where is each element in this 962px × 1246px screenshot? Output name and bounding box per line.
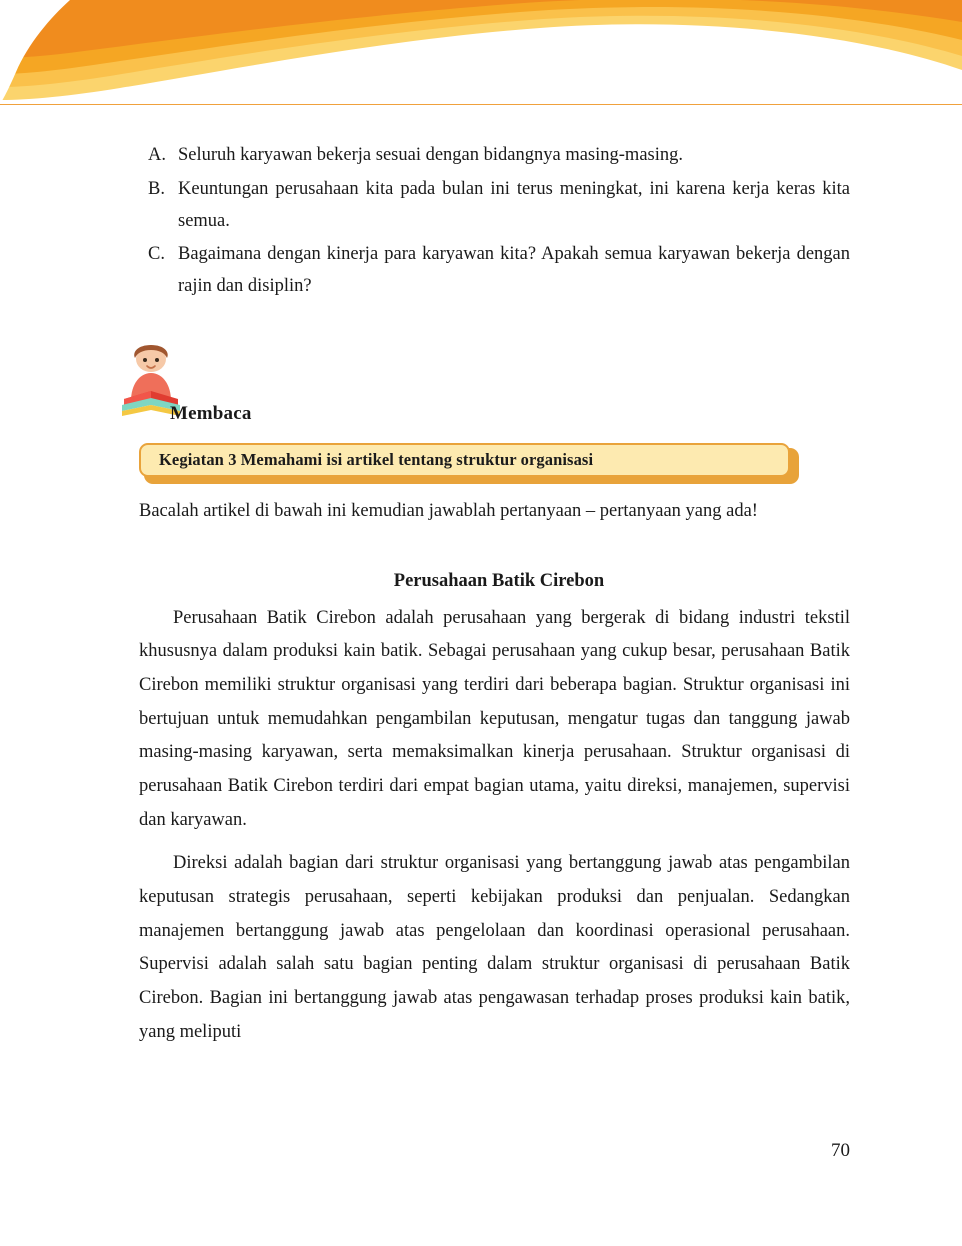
article-title: Perusahaan Batik Cirebon (393, 570, 605, 591)
activity-banner-box (139, 443, 790, 477)
list-item (148, 174, 850, 238)
choice-letter: B. (148, 178, 165, 199)
header-wave-svg (0, 0, 962, 112)
choice-letter: A. (148, 145, 166, 165)
content-column (139, 140, 850, 1049)
choice-text: Seluruh karyawan bekerja sesuai dengan bidangnya masing-masing. (178, 145, 684, 165)
page-body (0, 112, 962, 1161)
choice-text: Bagaimana dengan kinerja para karyawan kita? Apakah semua karyawan bekerja dengan rajin dan disiplin? (178, 244, 850, 297)
activity-banner (139, 443, 799, 483)
choice-text: Keuntungan perusahaan kita pada bulan ini terus meningkat, ini karena kerja keras kita semua. (178, 178, 850, 231)
membaca-section-header (148, 349, 850, 441)
header-divider-line (0, 104, 962, 105)
article-paragraph: Direksi adalah bagian dari struktur organisasi yang bertanggung jawab atas pengambilan keputusan strategis perusahaan, seperti kebijakan produksi dan penjualan. Sedangkan manajemen bertanggung jawab atas pengelolaan dan koordinasi operasional perusahaan. Supervisi adalah salah satu bagian penting dalam struktur organisasi di perusahaan Batik Cirebon. Bagian ini bertanggung jawab atas pengawasan terhadap proses produksi kain batik, yang meliputi (139, 853, 850, 1042)
choice-letter: C. (148, 244, 165, 265)
header-decoration (0, 0, 962, 112)
instruction-text: Bacalah artikel di bawah ini kemudian jawablah pertanyaan – pertanyaan yang ada! (139, 501, 758, 522)
article-paragraph: Perusahaan Batik Cirebon adalah perusahaan yang bergerak di bidang industri tekstil khususnya dalam produksi kain batik. Sebagai perusahaan yang cukup besar, perusahaan Batik Cirebon memiliki struktur organisasi yang terdiri dari beberapa bagian. Struktur organisasi ini bertujuan untuk memudahkan pengambilan keputusan, mengatur tugas dan tanggung jawab masing-masing karyawan, serta memaksimalkan kinerja perusahaan. Struktur organisasi di perusahaan Batik Cirebon terdiri dari empat bagian utama, yaitu direksi, manajemen, supervisi dan karyawan. (139, 607, 850, 830)
list-item (148, 140, 850, 172)
list-item (148, 239, 850, 303)
page-number: 70 (831, 1140, 850, 1161)
section-label: Membaca (170, 403, 252, 425)
activity-banner-text: Kegiatan 3 Memahami isi artikel tentang struktur organisasi (159, 450, 594, 470)
answer-choices-list (148, 140, 850, 303)
